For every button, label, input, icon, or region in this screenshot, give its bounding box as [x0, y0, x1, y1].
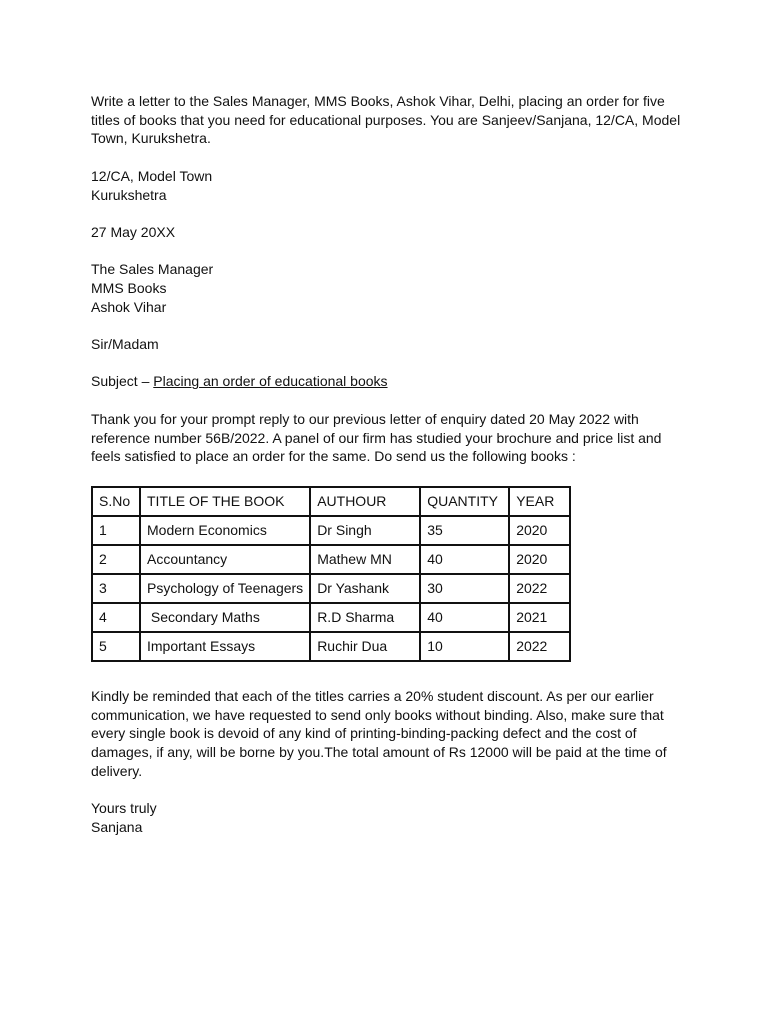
subject-prefix: Subject – — [91, 373, 154, 390]
receiver-line-3: Ashok Vihar — [91, 298, 167, 315]
cell-year: 2021 — [509, 603, 570, 632]
cell-quantity: 40 — [420, 545, 509, 574]
cell-quantity: 30 — [420, 574, 509, 603]
table-row — [92, 574, 570, 603]
body-paragraph-2: Kindly be reminded that each of the titles carries a 20% student discount. As per our earlier communication, we have requested to send only books without binding. Also, make sure that every single book is devoid of any kind of printing-binding-packing defect and the cost of damages, if any, will be borne by you.The total amount of Rs 12000 will be paid at the time of delivery. — [91, 687, 667, 779]
spacer — [91, 316, 681, 335]
cell-author: Dr Yashank — [310, 574, 420, 603]
cell-title: Accountancy — [140, 545, 310, 574]
cell-quantity: 40 — [420, 603, 509, 632]
closing: Yours truly — [91, 800, 157, 817]
table-row — [92, 545, 570, 574]
subject-line — [91, 372, 681, 391]
header-cell-title: TITLE OF THE BOOK — [140, 487, 310, 516]
cell-title: Psychology of Teenagers — [140, 574, 310, 603]
receiver-line-2: MMS Books — [91, 279, 167, 296]
cell-title: Secondary Maths — [140, 603, 310, 632]
receiver-line-1: The Sales Manager — [91, 261, 214, 278]
header-cell-year: YEAR — [509, 487, 570, 516]
cell-sno: 1 — [92, 516, 140, 545]
spacer — [91, 148, 681, 167]
books-table — [91, 486, 571, 662]
subject-text: Placing an order of educational books — [153, 373, 388, 390]
cell-quantity: 10 — [420, 632, 509, 661]
spacer — [91, 354, 681, 373]
body-paragraph-1: Thank you for your prompt reply to our previous letter of enquiry dated 20 May 2022 with reference number 56B/2022. A panel of our firm has studied your brochure and price list and feels satisfied to place an order for the same. Do send us the following books : — [91, 410, 662, 465]
cell-sno: 4 — [92, 603, 140, 632]
cell-sno: 5 — [92, 632, 140, 661]
cell-year: 2022 — [509, 574, 570, 603]
header-cell-quantity: QUANTITY — [420, 487, 509, 516]
spacer — [91, 204, 681, 223]
sender-line-2: Kurukshetra — [91, 186, 167, 203]
header-cell-sno: S.No — [92, 487, 140, 516]
salutation: Sir/Madam — [91, 336, 159, 353]
table-header-row — [92, 487, 570, 516]
cell-sno: 2 — [92, 545, 140, 574]
cell-year: 2022 — [509, 632, 570, 661]
spacer — [91, 780, 681, 799]
question-text: Write a letter to the Sales Manager, MMS Books, Ashok Vihar, Delhi, placing an order for five titles of books that you need for educational purposes. You are Sanjeev/Sanjana, 12/CA, Model Town, Kurukshetra. — [91, 93, 681, 147]
header-cell-author: AUTHOUR — [310, 487, 420, 516]
letter-date: 27 May 20XX — [91, 223, 176, 240]
cell-sno: 3 — [92, 574, 140, 603]
cell-year: 2020 — [509, 516, 570, 545]
spacer — [91, 242, 681, 261]
receiver-address — [91, 260, 681, 316]
cell-title: Important Essays — [140, 632, 310, 661]
spacer — [91, 391, 681, 410]
letter-page — [91, 92, 681, 837]
cell-title: Modern Economics — [140, 516, 310, 545]
cell-author: Ruchir Dua — [310, 632, 420, 661]
table-row — [92, 632, 570, 661]
signature: Sanjana — [91, 818, 143, 835]
table-row — [92, 516, 570, 545]
table-row — [92, 603, 570, 632]
cell-author: Mathew MN — [310, 545, 420, 574]
sender-address — [91, 167, 681, 204]
cell-quantity: 35 — [420, 516, 509, 545]
sender-line-1: 12/CA, Model Town — [91, 167, 213, 184]
cell-author: Dr Singh — [310, 516, 420, 545]
cell-year: 2020 — [509, 545, 570, 574]
cell-author: R.D Sharma — [310, 603, 420, 632]
